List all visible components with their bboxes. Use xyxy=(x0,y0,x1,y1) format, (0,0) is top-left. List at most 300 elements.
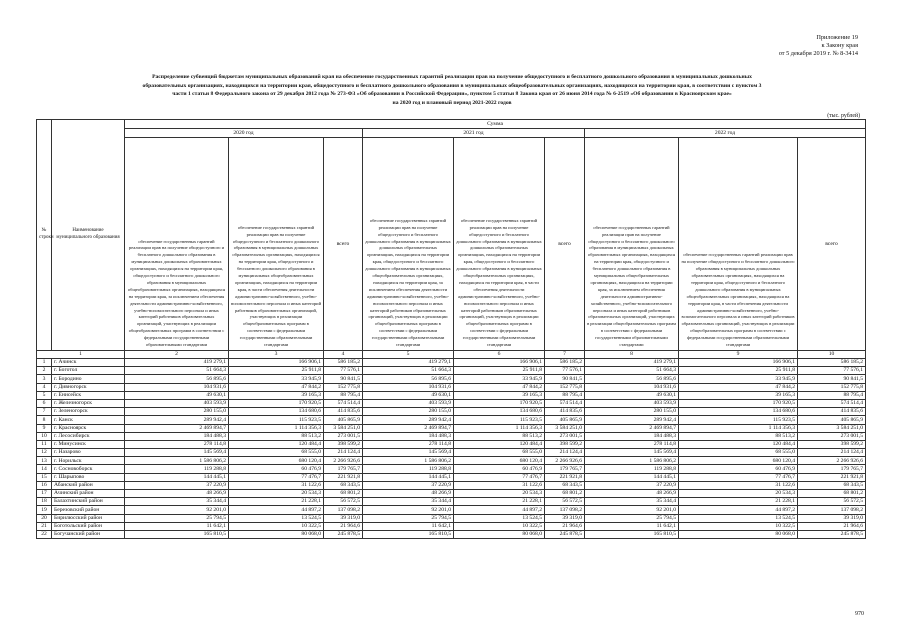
amount-cell: 115 923,5 xyxy=(229,416,324,424)
municipality-name: г. Красноярск xyxy=(52,424,125,432)
amount-cell: 35 344,4 xyxy=(585,498,679,506)
amount-cell: 280 155,0 xyxy=(585,408,679,416)
amount-cell: 166 906,1 xyxy=(229,359,324,367)
municipality-name: г. Минусинск xyxy=(52,440,125,448)
column-number: 5 xyxy=(363,351,454,359)
amount-cell: 39 319,0 xyxy=(798,514,866,522)
amount-cell: 37 220,9 xyxy=(363,481,454,489)
row-number: 22 xyxy=(37,530,52,538)
amount-cell: 152 775,8 xyxy=(324,383,363,391)
row-number: 6 xyxy=(37,399,52,407)
amount-cell: 221 921,8 xyxy=(798,473,866,481)
header-municipality: Наименование муниципального образования xyxy=(52,120,125,351)
header-2020-support: обеспечение государственных гарантий реализации прав на получение общедоступного и бесплатного дошкольного образования в муниципальных дошкольных образовательных организациях, находящихся на территории края, общедоступного и бесплатного дошкольного образования в муниципальных общеобразовательных организациях, находящихся на территории края, в части обеспечения деятельности административно-хозяйственного, учебно-вспомогательного персонала и иных категорий работников образовательных организаций, участвующих в реализации общеобразовательных программ в соответствии с федеральными государственными образовательными стандартами xyxy=(229,138,324,351)
row-number: 21 xyxy=(37,522,52,530)
amount-cell: 680 120,4 xyxy=(454,457,545,465)
amount-cell: 104 931,6 xyxy=(125,383,229,391)
amount-cell: 10 322,5 xyxy=(454,522,545,530)
amount-cell: 21 228,1 xyxy=(454,498,545,506)
municipality-name: Балахтинский район xyxy=(52,498,125,506)
subvention-table xyxy=(36,119,866,539)
amount-cell: 60 476,9 xyxy=(229,465,324,473)
amount-cell: 68 343,5 xyxy=(545,481,585,489)
municipality-name: г. Енисейск xyxy=(52,391,125,399)
amount-cell: 77 476,7 xyxy=(229,473,324,481)
amount-cell: 405 865,9 xyxy=(324,416,363,424)
municipality-name: г. Дивногорск xyxy=(52,383,125,391)
municipality-name: г. Лесосибирск xyxy=(52,432,125,440)
municipality-name: Березовский район xyxy=(52,506,125,514)
amount-cell: 179 765,7 xyxy=(324,465,363,473)
amount-cell: 145 569,4 xyxy=(363,449,454,457)
amount-cell: 88 513,2 xyxy=(454,432,545,440)
row-number: 19 xyxy=(37,506,52,514)
amount-cell: 11 642,1 xyxy=(585,522,679,530)
municipality-name: г. Канск xyxy=(52,416,125,424)
municipality-name: г. Зеленогорск xyxy=(52,408,125,416)
row-number: 16 xyxy=(37,481,52,489)
row-number: 20 xyxy=(37,514,52,522)
header-2020-main: обеспечение государственных гарантий реализации прав на получение общедоступного и бесплатного дошкольного образования в муниципальных дошкольных образовательных организациях, находящихся на территории края, общедоступного и бесплатного дошкольного образования в муниципальных общеобразовательных организациях, находящихся на территории края, за исключением обеспечения деятельности административно-хозяйственного, учебно-вспомогательного персонала и иных категорий работников образовательных организаций, участвующих в реализации общеобразовательных программ в соответствии с федеральными государственными образовательными стандартами xyxy=(125,138,229,351)
amount-cell: 134 680,6 xyxy=(679,408,798,416)
amount-cell: 120 484,4 xyxy=(229,440,324,448)
amount-cell: 245 878,5 xyxy=(798,530,866,538)
amount-cell: 419 279,1 xyxy=(363,359,454,367)
amount-cell: 88 795,4 xyxy=(324,391,363,399)
amount-cell: 13 524,5 xyxy=(454,514,545,522)
amount-cell: 1 114 356,3 xyxy=(679,424,798,432)
row-number: 15 xyxy=(37,473,52,481)
amount-cell: 11 642,1 xyxy=(363,522,454,530)
appendix-header xyxy=(779,34,858,59)
amount-cell: 21 964,6 xyxy=(545,522,585,530)
municipality-name: г. Железногорск xyxy=(52,399,125,407)
amount-cell: 273 001,5 xyxy=(798,432,866,440)
amount-cell: 20 534,3 xyxy=(229,490,324,498)
column-number: 8 xyxy=(585,351,679,359)
amount-cell: 586 185,2 xyxy=(324,359,363,367)
amount-cell: 104 931,6 xyxy=(585,383,679,391)
amount-cell: 49 630,1 xyxy=(585,391,679,399)
amount-cell: 405 865,9 xyxy=(545,416,585,424)
amount-cell: 33 945,9 xyxy=(679,375,798,383)
amount-cell: 398 599,2 xyxy=(324,440,363,448)
amount-cell: 90 841,5 xyxy=(324,375,363,383)
row-number: 10 xyxy=(37,432,52,440)
amount-cell: 68 801,2 xyxy=(798,490,866,498)
header-year-2021: 2021 год xyxy=(363,129,585,138)
table-row xyxy=(37,440,866,448)
amount-cell: 88 795,4 xyxy=(545,391,585,399)
amount-cell: 119 288,8 xyxy=(363,465,454,473)
amount-cell: 21 964,6 xyxy=(324,522,363,530)
amount-cell: 48 266,9 xyxy=(363,490,454,498)
amount-cell: 44 897,2 xyxy=(229,506,324,514)
amount-cell: 145 569,4 xyxy=(125,449,229,457)
row-number: 2 xyxy=(37,367,52,375)
table-row xyxy=(37,424,866,432)
amount-cell: 403 593,9 xyxy=(125,399,229,407)
amount-cell: 77 476,7 xyxy=(454,473,545,481)
amount-cell: 289 942,4 xyxy=(363,416,454,424)
amount-cell: 165 810,5 xyxy=(363,530,454,538)
amount-cell: 20 534,3 xyxy=(454,490,545,498)
amount-cell: 1 586 806,2 xyxy=(585,457,679,465)
amount-cell: 51 664,3 xyxy=(585,367,679,375)
amount-cell: 137 098,2 xyxy=(324,506,363,514)
amount-cell: 104 931,6 xyxy=(363,383,454,391)
amount-cell: 37 220,9 xyxy=(585,481,679,489)
amount-cell: 39 319,0 xyxy=(545,514,585,522)
amount-cell: 144 445,1 xyxy=(585,473,679,481)
municipality-name: Абанский район xyxy=(52,481,125,489)
table-row xyxy=(37,367,866,375)
amount-cell: 403 593,9 xyxy=(585,399,679,407)
table-row xyxy=(37,416,866,424)
amount-cell: 77 576,1 xyxy=(324,367,363,375)
municipality-name: г. Сосновоборск xyxy=(52,465,125,473)
amount-cell: 273 001,5 xyxy=(545,432,585,440)
row-number: 8 xyxy=(37,416,52,424)
amount-cell: 1 586 806,2 xyxy=(363,457,454,465)
amount-cell: 13 524,5 xyxy=(679,514,798,522)
amount-cell: 33 945,9 xyxy=(229,375,324,383)
amount-cell: 47 844,2 xyxy=(454,383,545,391)
amount-cell: 92 201,0 xyxy=(585,506,679,514)
header-2020-total: всего xyxy=(324,138,363,351)
table-row xyxy=(37,457,866,465)
title-line-1: Распределение субвенций бюджетам муниципальных образований края на обеспечение государственных гарантий реализации прав на получение общедоступного и бесплатного дошкольного образования в муниципальных дошкольных xyxy=(152,74,752,80)
amount-cell: 179 765,7 xyxy=(798,465,866,473)
amount-cell: 574 514,4 xyxy=(798,399,866,407)
amount-cell: 31 122,6 xyxy=(679,481,798,489)
amount-cell: 77 576,1 xyxy=(545,367,585,375)
municipality-name: г. Норильск xyxy=(52,457,125,465)
amount-cell: 289 942,4 xyxy=(125,416,229,424)
table-row xyxy=(37,498,866,506)
amount-cell: 80 068,0 xyxy=(454,530,545,538)
amount-cell: 184 488,3 xyxy=(125,432,229,440)
municipality-name: г. Бородино xyxy=(52,375,125,383)
row-number: 14 xyxy=(37,465,52,473)
amount-cell: 119 288,8 xyxy=(125,465,229,473)
header-2021-main: обеспечение государственных гарантий реализации прав на получение общедоступного и бесплатного дошкольного образования в муниципальных дошкольных образовательных организациях, находящихся на территории края, общедоступного и бесплатного дошкольного образования в муниципальных общеобразовательных организациях, находящихся на территории края, за исключением обеспечения деятельности административно-хозяйственного, учебно-вспомогательного персонала и иных категорий работников образовательных организаций, участвующих в реализации общеобразовательных программ в соответствии с федеральными государственными образовательными стандартами xyxy=(363,138,454,351)
amount-cell: 586 185,2 xyxy=(545,359,585,367)
amount-cell: 680 120,4 xyxy=(679,457,798,465)
amount-cell: 77 576,1 xyxy=(798,367,866,375)
amount-cell: 419 279,1 xyxy=(125,359,229,367)
amount-cell: 398 599,2 xyxy=(798,440,866,448)
amount-cell: 68 801,2 xyxy=(545,490,585,498)
amount-cell: 1 114 356,3 xyxy=(454,424,545,432)
amount-cell: 20 534,3 xyxy=(679,490,798,498)
table-row xyxy=(37,408,866,416)
amount-cell: 414 835,6 xyxy=(545,408,585,416)
table-row xyxy=(37,449,866,457)
amount-cell: 134 680,6 xyxy=(229,408,324,416)
amount-cell: 166 906,1 xyxy=(679,359,798,367)
amount-cell: 35 344,4 xyxy=(363,498,454,506)
column-number: 2 xyxy=(125,351,229,359)
amount-cell: 33 945,9 xyxy=(454,375,545,383)
municipality-name: г. Ачинск xyxy=(52,359,125,367)
amount-cell: 49 630,1 xyxy=(125,391,229,399)
row-number: 11 xyxy=(37,440,52,448)
amount-cell: 398 599,2 xyxy=(545,440,585,448)
document-title xyxy=(28,73,876,107)
amount-cell: 3 584 251,0 xyxy=(545,424,585,432)
amount-cell: 170 920,5 xyxy=(679,399,798,407)
amount-cell: 145 569,4 xyxy=(585,449,679,457)
amount-cell: 68 555,0 xyxy=(454,449,545,457)
amount-cell: 221 921,8 xyxy=(324,473,363,481)
amount-cell: 37 220,9 xyxy=(125,481,229,489)
amount-cell: 68 555,0 xyxy=(229,449,324,457)
amount-cell: 11 642,1 xyxy=(125,522,229,530)
amount-cell: 25 794,5 xyxy=(125,514,229,522)
row-number: 5 xyxy=(37,391,52,399)
amount-cell: 2 266 926,6 xyxy=(798,457,866,465)
amount-cell: 574 514,4 xyxy=(545,399,585,407)
amount-cell: 574 514,4 xyxy=(324,399,363,407)
amount-cell: 21 964,6 xyxy=(798,522,866,530)
row-number: 12 xyxy=(37,449,52,457)
amount-cell: 25 794,5 xyxy=(585,514,679,522)
amount-cell: 10 322,5 xyxy=(679,522,798,530)
amount-cell: 25 911,8 xyxy=(679,367,798,375)
table-row xyxy=(37,465,866,473)
header-year-2022: 2022 год xyxy=(585,129,866,138)
table-row xyxy=(37,481,866,489)
amount-cell: 1 114 356,3 xyxy=(229,424,324,432)
amount-cell: 51 664,3 xyxy=(363,367,454,375)
municipality-name: г. Назарово xyxy=(52,449,125,457)
amount-cell: 25 911,8 xyxy=(454,367,545,375)
amount-cell: 25 794,5 xyxy=(363,514,454,522)
amount-cell: 2 469 894,7 xyxy=(125,424,229,432)
amount-cell: 39 165,3 xyxy=(454,391,545,399)
amount-cell: 92 201,0 xyxy=(125,506,229,514)
amount-cell: 80 068,0 xyxy=(679,530,798,538)
amount-cell: 3 584 251,0 xyxy=(798,424,866,432)
amount-cell: 90 841,5 xyxy=(545,375,585,383)
amount-cell: 68 801,2 xyxy=(324,490,363,498)
table-row xyxy=(37,530,866,538)
column-number-row xyxy=(37,351,866,359)
column-number: 9 xyxy=(679,351,798,359)
municipality-name: Ачинский район xyxy=(52,490,125,498)
amount-cell: 405 865,9 xyxy=(798,416,866,424)
table-row xyxy=(37,359,866,367)
amount-cell: 2 266 926,6 xyxy=(324,457,363,465)
amount-cell: 120 484,4 xyxy=(454,440,545,448)
amount-cell: 31 122,6 xyxy=(229,481,324,489)
row-number: 3 xyxy=(37,375,52,383)
amount-cell: 134 680,6 xyxy=(454,408,545,416)
amount-cell: 184 488,3 xyxy=(363,432,454,440)
municipality-name: Бирилюсский район xyxy=(52,514,125,522)
amount-cell: 47 844,2 xyxy=(229,383,324,391)
amount-cell: 419 279,1 xyxy=(585,359,679,367)
table-row xyxy=(37,391,866,399)
amount-cell: 39 165,3 xyxy=(679,391,798,399)
amount-cell: 165 810,5 xyxy=(585,530,679,538)
appendix-line-1: Приложение 19 xyxy=(816,34,858,41)
amount-cell: 245 878,5 xyxy=(545,530,585,538)
amount-cell: 48 266,9 xyxy=(585,490,679,498)
amount-cell: 403 593,9 xyxy=(363,399,454,407)
amount-cell: 152 775,8 xyxy=(545,383,585,391)
amount-cell: 414 835,6 xyxy=(324,408,363,416)
table-row xyxy=(37,383,866,391)
header-2022-main: обеспечение государственных гарантий реализации прав на получение общедоступного и бесплатного дошкольного образования в муниципальных дошкольных образовательных организациях, находящихся на территории края, общедоступного и бесплатного дошкольного образования в муниципальных общеобразовательных организациях, находящихся на территории края, за исключением обеспечения деятельности административно-хозяйственного, учебно-вспомогательного персонала и иных категорий работников образовательных организаций, участвующих в реализации общеобразовательных программ в соответствии с федеральными государственными образовательными стандартами xyxy=(585,138,679,351)
amount-cell: 170 920,5 xyxy=(454,399,545,407)
amount-cell: 80 068,0 xyxy=(229,530,324,538)
amount-cell: 88 795,4 xyxy=(798,391,866,399)
amount-cell: 184 488,3 xyxy=(585,432,679,440)
amount-cell: 214 124,4 xyxy=(798,449,866,457)
amount-cell: 56 895,6 xyxy=(363,375,454,383)
amount-cell: 13 524,5 xyxy=(229,514,324,522)
row-number: 9 xyxy=(37,424,52,432)
amount-cell: 152 775,8 xyxy=(798,383,866,391)
header-2022-total: всего xyxy=(798,138,866,351)
page-number: 970 xyxy=(855,611,864,617)
amount-cell: 88 513,2 xyxy=(229,432,324,440)
header-row-number: № строки xyxy=(37,120,52,351)
row-number: 18 xyxy=(37,498,52,506)
amount-cell: 137 098,2 xyxy=(798,506,866,514)
row-number: 13 xyxy=(37,457,52,465)
row-number: 17 xyxy=(37,490,52,498)
amount-cell: 115 923,5 xyxy=(454,416,545,424)
amount-cell: 21 228,1 xyxy=(229,498,324,506)
amount-cell: 278 114,8 xyxy=(585,440,679,448)
amount-cell: 21 228,1 xyxy=(679,498,798,506)
amount-cell: 60 476,9 xyxy=(454,465,545,473)
amount-cell: 165 810,5 xyxy=(125,530,229,538)
amount-cell: 119 288,8 xyxy=(585,465,679,473)
units-label: (тыс. рублей) xyxy=(827,113,860,119)
amount-cell: 39 319,0 xyxy=(324,514,363,522)
header-year-2020: 2020 год xyxy=(125,129,363,138)
amount-cell: 137 098,2 xyxy=(545,506,585,514)
amount-cell: 44 897,2 xyxy=(679,506,798,514)
amount-cell: 144 445,1 xyxy=(363,473,454,481)
amount-cell: 39 165,3 xyxy=(229,391,324,399)
title-line-2: образовательных организациях, находящихся на территории края, общедоступного и бесплатного дошкольного образования в муниципальных общеобразовательных организациях, находящихся на территории края, в соответствии с пунктом 3 xyxy=(142,82,762,89)
amount-cell: 120 484,4 xyxy=(679,440,798,448)
amount-cell: 68 343,5 xyxy=(798,481,866,489)
table-row xyxy=(37,490,866,498)
amount-cell: 179 765,7 xyxy=(545,465,585,473)
amount-cell: 280 155,0 xyxy=(363,408,454,416)
column-number: 6 xyxy=(454,351,545,359)
municipality-name: г. Шарыпово xyxy=(52,473,125,481)
column-number: 7 xyxy=(545,351,585,359)
amount-cell: 2 266 926,6 xyxy=(545,457,585,465)
header-2021-support: обеспечение государственных гарантий реализации прав на получение общедоступного и бесплатного дошкольного образования в муниципальных дошкольных образовательных организациях, находящихся на территории края, общедоступного и бесплатного дошкольного образования в муниципальных общеобразовательных организациях, находящихся на территории края, в части обеспечения деятельности административно-хозяйственного, учебно-вспомогательного персонала и иных категорий работников образовательных организаций, участвующих в реализации общеобразовательных программ в соответствии с федеральными государственными образовательными стандартами xyxy=(454,138,545,351)
row-number: 7 xyxy=(37,408,52,416)
municipality-name: Боготольский район xyxy=(52,522,125,530)
amount-cell: 2 469 894,7 xyxy=(585,424,679,432)
column-number: 3 xyxy=(229,351,324,359)
table-row xyxy=(37,514,866,522)
amount-cell: 88 513,2 xyxy=(679,432,798,440)
title-line-4: на 2020 год и плановый период 2021-2022 годов xyxy=(392,99,512,106)
header-sum: Сумма xyxy=(125,120,866,129)
row-number: 1 xyxy=(37,359,52,367)
amount-cell: 44 897,2 xyxy=(454,506,545,514)
title-line-3: части 1 статьи 8 Федерального закона от 29 декабря 2012 года № 273-ФЗ «Об образовании в Российской Федерации», пунктом 5 статьи 8 Закона края от 26 июня 2014 года № 6-2519 «Об образовании в Красноярском крае» xyxy=(172,91,732,98)
table-row xyxy=(37,522,866,530)
amount-cell: 586 185,2 xyxy=(798,359,866,367)
amount-cell: 68 555,0 xyxy=(679,449,798,457)
amount-cell: 245 878,5 xyxy=(324,530,363,538)
amount-cell: 47 844,2 xyxy=(679,383,798,391)
header-2021-total: всего xyxy=(545,138,585,351)
amount-cell: 56 895,6 xyxy=(585,375,679,383)
amount-cell: 1 586 806,2 xyxy=(125,457,229,465)
amount-cell: 92 201,0 xyxy=(363,506,454,514)
header-2022-support: обеспечение государственных гарантий реализации прав на получение общедоступного и бесплатного дошкольного образования в муниципальных дошкольных образовательных организациях, находящихся на территории края, общедоступного и бесплатного дошкольного образования в муниципальных общеобразовательных организациях, находящихся на территории края, в части обеспечения деятельности административно-хозяйственного, учебно-вспомогательного персонала и иных категорий работников образовательных организаций, участвующих в реализации общеобразовательных программ в соответствии с федеральными государственными образовательными стандартами xyxy=(679,138,798,351)
amount-cell: 48 266,9 xyxy=(125,490,229,498)
amount-cell: 25 911,8 xyxy=(229,367,324,375)
amount-cell: 68 343,5 xyxy=(324,481,363,489)
amount-cell: 221 921,8 xyxy=(545,473,585,481)
amount-cell: 144 445,1 xyxy=(125,473,229,481)
table-row xyxy=(37,399,866,407)
amount-cell: 273 001,5 xyxy=(324,432,363,440)
amount-cell: 56 895,6 xyxy=(125,375,229,383)
amount-cell: 414 835,6 xyxy=(798,408,866,416)
column-number: 4 xyxy=(324,351,363,359)
amount-cell: 214 124,4 xyxy=(324,449,363,457)
amount-cell: 31 122,6 xyxy=(454,481,545,489)
table-row xyxy=(37,506,866,514)
amount-cell: 170 920,5 xyxy=(229,399,324,407)
amount-cell: 60 476,9 xyxy=(679,465,798,473)
amount-cell: 56 572,5 xyxy=(545,498,585,506)
amount-cell: 3 584 251,0 xyxy=(324,424,363,432)
amount-cell: 289 942,4 xyxy=(585,416,679,424)
amount-cell: 56 572,5 xyxy=(324,498,363,506)
amount-cell: 278 114,8 xyxy=(363,440,454,448)
table-row xyxy=(37,473,866,481)
amount-cell: 77 476,7 xyxy=(679,473,798,481)
amount-cell: 51 664,3 xyxy=(125,367,229,375)
amount-cell: 280 155,0 xyxy=(125,408,229,416)
column-number: 1 xyxy=(37,351,125,359)
amount-cell: 166 906,1 xyxy=(454,359,545,367)
amount-cell: 90 841,5 xyxy=(798,375,866,383)
amount-cell: 56 572,5 xyxy=(798,498,866,506)
column-number: 10 xyxy=(798,351,866,359)
appendix-line-3: от 5 декабря 2019 г. № 8-3414 xyxy=(778,50,858,58)
amount-cell: 2 469 894,7 xyxy=(363,424,454,432)
table-row xyxy=(37,375,866,383)
amount-cell: 680 120,4 xyxy=(229,457,324,465)
table-row xyxy=(37,432,866,440)
amount-cell: 278 114,8 xyxy=(125,440,229,448)
municipality-name: Богучанский район xyxy=(52,530,125,538)
amount-cell: 10 322,5 xyxy=(229,522,324,530)
amount-cell: 115 923,5 xyxy=(679,416,798,424)
appendix-line-2: к Закону края xyxy=(821,42,858,50)
amount-cell: 49 630,1 xyxy=(363,391,454,399)
amount-cell: 214 124,4 xyxy=(545,449,585,457)
row-number: 4 xyxy=(37,383,52,391)
